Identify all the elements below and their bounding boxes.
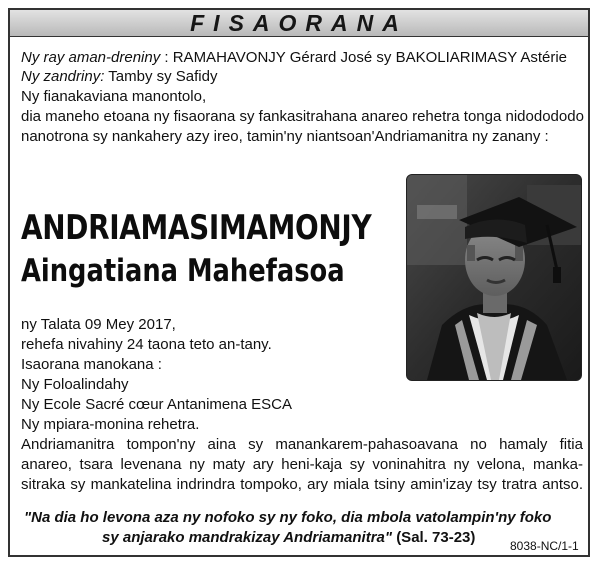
blessing-line-2: anareo, tsara levenana ny maty ary heni-kaja sy voninahitra ny velona, manka- bbox=[21, 456, 583, 473]
siblings-value: Tamby sy Safidy bbox=[108, 68, 218, 85]
graduate-portrait-image bbox=[407, 175, 581, 380]
deceased-surname: ANDRIAMASIMAMONJY bbox=[21, 208, 372, 248]
scripture-quote-text: sy anjarako mandrakizay Andriamanitra" bbox=[102, 529, 393, 546]
blessing-line-3: sitraka sy mankatelina indrindra tompoko, ary miala tsiny amin'izay tsy tratra antso. bbox=[21, 476, 583, 493]
obituary-notice bbox=[8, 8, 590, 557]
date-line: ny Talata 09 Mey 2017, bbox=[21, 316, 176, 333]
thanks-line-1: dia maneho etoana ny fisaorana sy fankasitrahana anareo rehetra tonga nidodododo bbox=[21, 108, 584, 125]
siblings-line bbox=[21, 68, 218, 86]
scripture-citation: (Sal. 73-23) bbox=[396, 529, 476, 546]
parents-value: : RAMAHAVONJY Gérard José sy BAKOLIARIMASY Astérie bbox=[164, 49, 568, 66]
thanks-item: Ny Ecole Sacré cœur Antanimena ESCA bbox=[21, 396, 292, 413]
portrait-photo bbox=[406, 174, 582, 381]
ad-reference-code: 8038-NC/1-1 bbox=[510, 539, 579, 553]
title-banner bbox=[10, 10, 588, 37]
deceased-given-names: Aingatiana Mahefasoa bbox=[21, 253, 345, 289]
thanks-line-2: nanotrona sy nankahery azy ireo, tamin'ny niantsoan'Andriamanitra ny zanany : bbox=[21, 128, 549, 145]
family-line: Ny fianakaviana manontolo, bbox=[21, 88, 207, 105]
blessing-line-1: Andriamanitra tompon'ny aina sy manankarem-pahasoavana no hamaly fitia bbox=[21, 436, 583, 453]
notice-title: FISAORANA bbox=[190, 10, 408, 36]
special-thanks-heading: Isaorana manokana : bbox=[21, 356, 162, 373]
scripture-quote-line-1: "Na dia ho levona aza ny nofoko sy ny foko, dia mbola vatolampin'ny foko bbox=[24, 509, 552, 526]
siblings-label: Ny zandriny: bbox=[21, 68, 105, 85]
scripture-quote-line-2 bbox=[102, 529, 475, 547]
thanks-item: Ny mpiara-monina rehetra. bbox=[21, 416, 200, 433]
thanks-item: Ny Foloalindahy bbox=[21, 376, 129, 393]
parents-label: Ny ray aman-dreniny bbox=[21, 49, 161, 66]
age-line: rehefa nivahiny 24 taona teto an-tany. bbox=[21, 336, 272, 353]
parents-line bbox=[21, 49, 567, 67]
